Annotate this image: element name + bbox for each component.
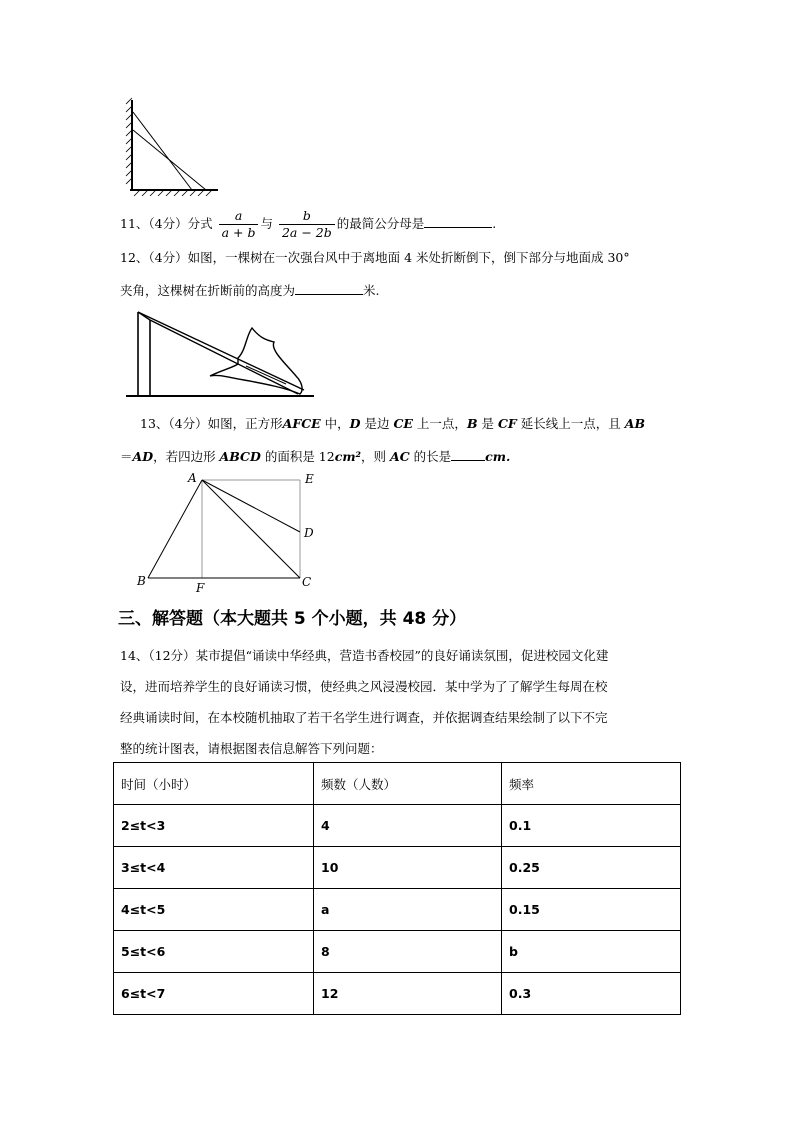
question-14-line-2: 设，进而培养学生的良好诵读习惯，使经典之风浸漫校园．某中学为了了解学生每周在校 [120, 679, 608, 694]
q12-score: （4分） [148, 250, 188, 265]
q14-number: 14、 [120, 648, 149, 663]
q13-score: （4分） [168, 416, 208, 431]
question-12-line-1 [120, 248, 630, 268]
table-cell: 0.3 [502, 973, 681, 1015]
label-a: A [188, 471, 197, 485]
question-14-line-1: 14、（12分）某市提倡“诵读中华经典，营造书香校园”的良好诵读氛围，促进校园文化建 [120, 648, 609, 663]
table-cell: a [314, 889, 502, 931]
question-14-line-4: 整的统计图表，请根据图表信息解答下列问题： [120, 741, 383, 756]
label-d: D [304, 526, 314, 540]
q13-number: 13、 [140, 416, 169, 431]
ladder-wall-figure [118, 98, 218, 198]
q11-text-c: 的最简公分母是 [336, 216, 425, 231]
table-row [114, 847, 681, 889]
table-cell: 4 [314, 805, 502, 847]
q11-text-a: 分式 [187, 216, 213, 231]
table-header-freq: 频率 [502, 763, 681, 805]
table-cell: 12 [314, 973, 502, 1015]
q11-fraction-1: $\frac{a}{a + b}$ [219, 208, 259, 241]
table-cell: 2≤t<3 [114, 805, 314, 847]
table-cell: 8 [314, 931, 502, 973]
table-cell: 4≤t<5 [114, 889, 314, 931]
table-cell: 5≤t<6 [114, 931, 314, 973]
question-13-line-1: 13、（4分）如图，正方形AFCE 中，D 是边 CE 上一点，B 是 CF 延长线上一点，且 AB [140, 416, 646, 431]
q11-score: （4分） [148, 216, 188, 231]
square-afce-figure [136, 470, 326, 596]
section-3-heading: 三、解答题（本大题共 5 个小题，共 48 分） [118, 609, 467, 629]
table-cell: 0.25 [502, 847, 681, 889]
table-row [114, 931, 681, 973]
question-14-line-3: 经典诵读时间，在本校随机抽取了若干名学生进行调查，并依据调查结果绘制了以下不完 [120, 710, 608, 725]
q11-answer-blank[interactable] [424, 213, 492, 228]
table-cell: b [502, 931, 681, 973]
table-header-time: 时间（小时） [114, 763, 314, 805]
label-f: F [196, 581, 205, 595]
question-12-line-2: 夹角，这棵树在折断前的高度为 米. [120, 280, 380, 301]
table-cell: 6≤t<7 [114, 973, 314, 1015]
table-row [114, 805, 681, 847]
question-11: 11、（4分）分式 $\frac{a}{a + b}$ 与 $\frac{b}{2a - 2b}$ 的最简公分母是 . [120, 208, 497, 240]
q11-text-b: 与 [260, 216, 273, 231]
table-cell: 3≤t<4 [114, 847, 314, 889]
label-b: B [137, 574, 146, 588]
table-row [114, 889, 681, 931]
q14-score: （12分） [148, 648, 196, 663]
table-header-row [114, 763, 681, 805]
q12-answer-blank[interactable] [295, 280, 363, 295]
label-c: C [302, 575, 312, 589]
table-header-count: 频数（人数） [314, 763, 502, 805]
q11-number: 11、 [120, 216, 149, 231]
broken-tree-figure [126, 306, 316, 400]
q12-line-1: 如图，一棵树在一次强台风中于离地面 4 米处折断倒下，倒下部分与地面成 30° [187, 250, 630, 265]
question-13-line-2: ＝AD，若四边形 ABCD 的面积是 12cm²，则 AC 的长是 cm. [120, 446, 510, 467]
table-cell: 0.15 [502, 889, 681, 931]
q13-answer-blank[interactable] [451, 446, 485, 461]
q11-fraction-2: $\frac{b}{2a - 2b}$ [279, 208, 335, 241]
table-cell: 0.1 [502, 805, 681, 847]
label-e: E [305, 472, 314, 486]
q12-number: 12、 [120, 250, 149, 265]
table-cell: 10 [314, 847, 502, 889]
table-row [114, 973, 681, 1015]
frequency-table [113, 762, 681, 1015]
